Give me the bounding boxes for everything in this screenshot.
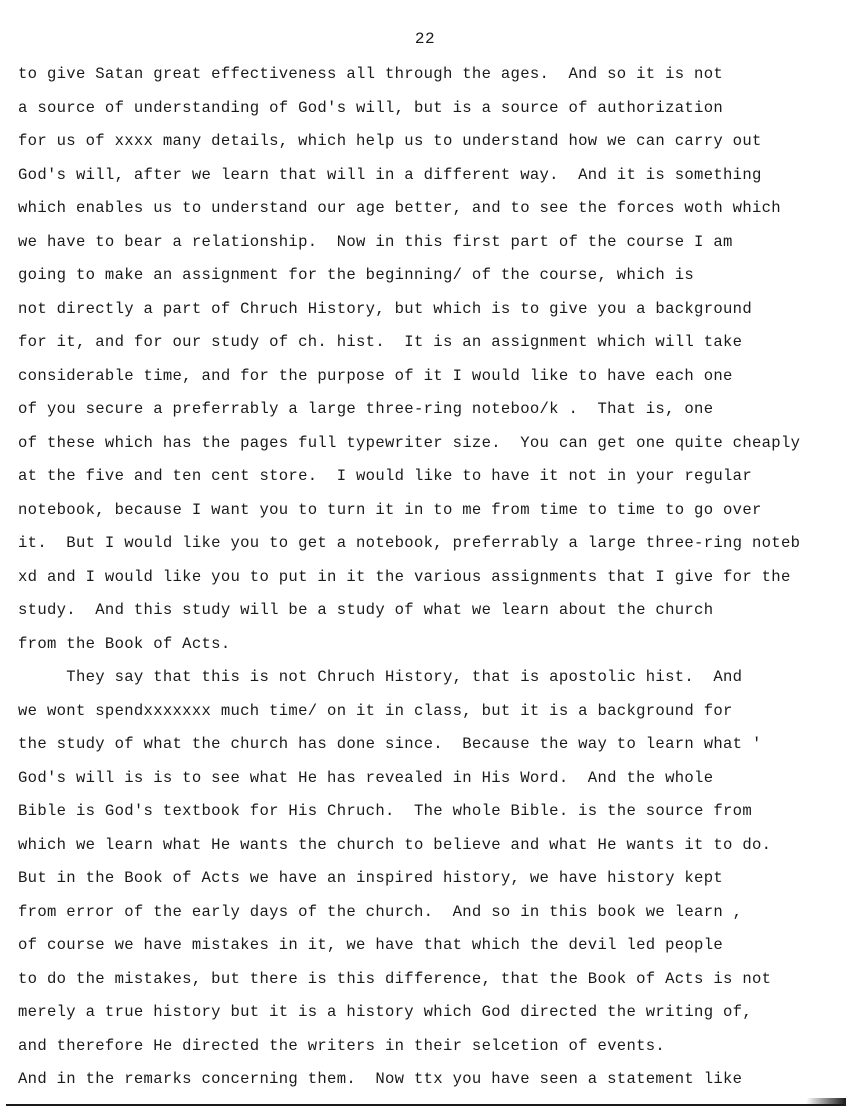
text-line: But in the Book of Acts we have an inspired history, we have history kept <box>18 869 724 887</box>
text-line: a source of understanding of God's will, but is a source of authorization <box>18 98 724 117</box>
text-line: the study of what the church has done since. Because the way to learn what ' <box>18 735 762 753</box>
page-bottom-rule-mark <box>806 1098 846 1106</box>
page-bottom-rule <box>6 1104 844 1106</box>
text-line: we have to bear a relationship. Now in this first part of the course I am <box>18 232 733 251</box>
text-line: from the Book of Acts. <box>18 634 231 653</box>
text-line: which enables us to understand our age better, and to see the forces woth which <box>18 199 781 217</box>
text-line: at the five and ten cent store. I would like to have it not in your regular <box>18 467 752 485</box>
text-line: going to make an assignment for the beginning/ of the course, which is <box>18 266 695 284</box>
text-line: study. And this study will be a study of what we learn about the church <box>18 601 714 619</box>
text-line: to give Satan great effectiveness all through the ages. And so it is not <box>18 65 724 83</box>
text-line: which we learn what He wants the church to believe and what He wants it to do. <box>18 835 772 854</box>
text-line: not directly a part of Chruch History, but which is to give you a background <box>18 299 752 318</box>
text-line: considerable time, and for the purpose of it I would like to have each one <box>18 366 733 385</box>
text-line: for us of xxxx many details, which help us to understand how we can carry out <box>18 132 762 150</box>
text-line: of you secure a preferrably a large three-ring noteboo/k . That is, one <box>18 400 714 418</box>
text-line: Bible is God's textbook for His Chruch. The whole Bible. is the source from <box>18 802 752 820</box>
text-line: to do the mistakes, but there is this difference, that the Book of Acts is not <box>18 969 772 988</box>
text-line: from error of the early days of the church. And so in this book we learn , <box>18 902 743 921</box>
text-line: xd and I would like you to put in it the various assignments that I give for the <box>18 567 791 586</box>
text-line: for it, and for our study of ch. hist. It is an assignment which will take <box>18 333 743 351</box>
text-line: and therefore He directed the writers in their selcetion of events. <box>18 1036 666 1055</box>
text-line: it. But I would like you to get a notebook, preferrably a large three-ring noteb <box>18 534 801 552</box>
transcript-body <box>18 63 848 1102</box>
text-line: notebook, because I want you to turn it in to me from time to time to go over <box>18 500 762 519</box>
text-line: And in the remarks concerning them. Now ttx you have seen a statement like <box>18 1070 743 1088</box>
text-line: we wont spendxxxxxxx much time/ on it in class, but it is a background for <box>18 701 733 720</box>
text-line: God's will is is to see what He has revealed in His Word. And the whole <box>18 768 714 787</box>
text-line: merely a true history but it is a history which God directed the writing of, <box>18 1003 752 1021</box>
text-line: of course we have mistakes in it, we have that which the devil led people <box>18 936 724 954</box>
text-line: They say that this is not Chruch History, that is apostolic hist. And <box>18 668 743 686</box>
page-number: 22 <box>414 30 436 48</box>
text-line: God's will, after we learn that will in a different way. And it is something <box>18 165 762 184</box>
text-line: of these which has the pages full typewriter size. You can get one quite cheaply <box>18 433 801 452</box>
